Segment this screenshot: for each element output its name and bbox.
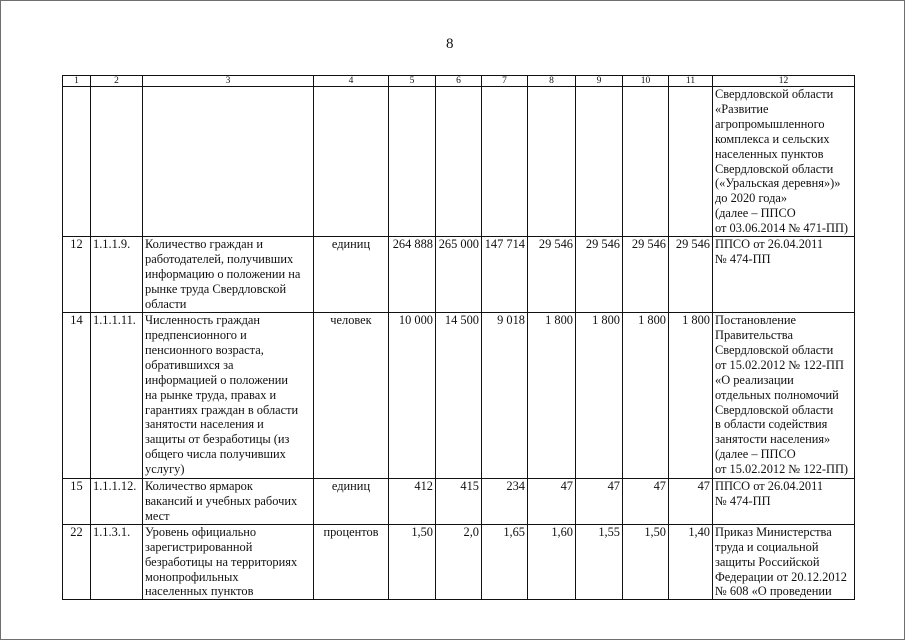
header-cell: 9	[576, 76, 623, 87]
name-line: информацию о положении на	[145, 266, 301, 281]
name-line: обратившихся за	[145, 357, 234, 372]
value-cell: 29 546	[576, 237, 623, 313]
source-cell	[713, 524, 855, 600]
name-line: населенных пунктов	[145, 584, 254, 599]
source-line: ППСО от 26.04.2011	[715, 237, 824, 252]
source-cell	[713, 313, 855, 479]
value-cell: 1 800	[528, 313, 576, 479]
empty-cell	[623, 87, 669, 237]
source-line: отдельных полномочий	[715, 387, 839, 402]
empty-cell	[314, 87, 389, 237]
source-cell	[713, 87, 855, 237]
header-cell: 5	[389, 76, 436, 87]
indicator-code-cell: 1.1.3.1.	[91, 524, 143, 600]
value-cell: 147 714	[482, 237, 528, 313]
value-cell: 29 546	[623, 237, 669, 313]
page-number: 8	[446, 36, 454, 52]
header-cell: 12	[713, 76, 855, 87]
source-line: Свердловской области	[715, 161, 834, 176]
header-cell: 4	[314, 76, 389, 87]
column-number-row	[63, 76, 855, 87]
value-cell: 234	[482, 479, 528, 525]
unit-cell: единиц	[314, 237, 389, 313]
indicator-name-cell	[143, 524, 314, 600]
source-line: «Развитие	[715, 101, 769, 116]
source-line: ППСО от 26.04.2011	[715, 479, 824, 494]
source-line: Приказ Министерства	[715, 524, 832, 539]
unit-cell: процентов	[314, 524, 389, 600]
row-number-cell: 12	[63, 237, 91, 313]
indicator-name-cell	[143, 237, 314, 313]
empty-cell	[91, 87, 143, 237]
source-line: № 608 «О проведении	[715, 584, 832, 599]
name-line: монопрофильных	[145, 569, 239, 584]
indicator-code-cell: 1.1.1.12.	[91, 479, 143, 525]
continuation-row	[63, 87, 855, 237]
source-line: от 03.06.2014 № 471-ПП)	[715, 221, 849, 236]
source-line: Федерации от 20.12.2012	[715, 569, 847, 584]
source-line: населенных пунктов	[715, 146, 824, 161]
value-cell: 29 546	[528, 237, 576, 313]
source-line: занятости населения»	[715, 432, 831, 447]
header-cell: 1	[63, 76, 91, 87]
value-cell: 415	[436, 479, 482, 525]
name-line: вакансий и учебных рабочих	[145, 493, 298, 508]
unit-cell: единиц	[314, 479, 389, 525]
name-line: безработицы на территориях	[145, 554, 298, 569]
table-row	[63, 524, 855, 600]
source-line: агропромышленного	[715, 116, 825, 131]
row-number-cell: 22	[63, 524, 91, 600]
name-line: пенсионного возраста,	[145, 342, 264, 357]
name-line: Уровень официально	[145, 524, 257, 539]
name-line: Численность граждан	[145, 313, 261, 328]
source-line: от 15.02.2012 № 122-ПП)	[715, 462, 849, 477]
source-line: № 474-ПП	[715, 251, 771, 266]
value-cell: 265 000	[436, 237, 482, 313]
name-line: предпенсионного и	[145, 327, 247, 342]
value-cell: 2,0	[436, 524, 482, 600]
indicator-code-cell: 1.1.1.11.	[91, 313, 143, 479]
value-cell: 264 888	[389, 237, 436, 313]
value-cell: 1 800	[669, 313, 713, 479]
empty-cell	[63, 87, 91, 237]
header-cell: 3	[143, 76, 314, 87]
source-line: комплекса и сельских	[715, 131, 830, 146]
indicator-name-cell	[143, 479, 314, 525]
header-cell: 8	[528, 76, 576, 87]
name-line: информацией о положении	[145, 372, 289, 387]
empty-cell	[482, 87, 528, 237]
value-cell: 47	[576, 479, 623, 525]
value-cell: 29 546	[669, 237, 713, 313]
source-line: Постановление	[715, 313, 796, 328]
name-line: Количество граждан и	[145, 237, 264, 252]
table-row	[63, 479, 855, 525]
value-cell: 47	[528, 479, 576, 525]
header-cell: 2	[91, 76, 143, 87]
value-cell: 1,55	[576, 524, 623, 600]
row-number-cell: 14	[63, 313, 91, 479]
name-line: гарантиях граждан в области	[145, 402, 299, 417]
value-cell: 9 018	[482, 313, 528, 479]
value-cell: 1,50	[623, 524, 669, 600]
value-cell: 14 500	[436, 313, 482, 479]
value-cell: 1,60	[528, 524, 576, 600]
source-line: Свердловской области	[715, 342, 834, 357]
unit-cell: человек	[314, 313, 389, 479]
empty-cell	[436, 87, 482, 237]
value-cell: 47	[623, 479, 669, 525]
source-line: (далее – ППСО	[715, 206, 796, 221]
header-cell: 7	[482, 76, 528, 87]
name-line: занятости населения и	[145, 417, 264, 432]
name-line: Количество ярмарок	[145, 479, 253, 494]
indicator-name-cell	[143, 313, 314, 479]
source-line: № 474-ПП	[715, 493, 771, 508]
name-line: области	[145, 296, 187, 311]
source-line: труда и социальной	[715, 539, 819, 554]
source-line: Правительства	[715, 327, 793, 342]
row-number-cell: 15	[63, 479, 91, 525]
value-cell: 1,40	[669, 524, 713, 600]
source-line: Свердловской области	[715, 402, 834, 417]
source-line: Свердловской области	[715, 87, 834, 101]
source-cell	[713, 237, 855, 313]
source-line: в области содействия	[715, 417, 828, 432]
table-row	[63, 313, 855, 479]
name-line: защиты от безработицы (из	[145, 432, 290, 447]
value-cell: 47	[669, 479, 713, 525]
source-line: до 2020 года»	[715, 191, 788, 206]
value-cell: 412	[389, 479, 436, 525]
name-line: на рынке труда, правах и	[145, 387, 277, 402]
header-cell: 10	[623, 76, 669, 87]
source-line: (далее – ППСО	[715, 447, 796, 462]
indicator-table	[62, 75, 855, 600]
name-line: услугу)	[145, 462, 185, 477]
source-line: от 15.02.2012 № 122-ПП	[715, 357, 844, 372]
empty-cell	[669, 87, 713, 237]
empty-cell	[143, 87, 314, 237]
name-line: общего числа получивших	[145, 447, 286, 462]
name-line: мест	[145, 508, 170, 523]
empty-cell	[528, 87, 576, 237]
value-cell: 10 000	[389, 313, 436, 479]
value-cell: 1 800	[623, 313, 669, 479]
name-line: работодателей, получивших	[145, 251, 294, 266]
name-line: зарегистрированной	[145, 539, 253, 554]
name-line: рынке труда Свердловской	[145, 281, 287, 296]
empty-cell	[389, 87, 436, 237]
value-cell: 1,50	[389, 524, 436, 600]
value-cell: 1 800	[576, 313, 623, 479]
source-line: «О реализации	[715, 372, 794, 387]
header-cell: 6	[436, 76, 482, 87]
source-line: защиты Российской	[715, 554, 820, 569]
source-cell	[713, 479, 855, 525]
source-line: («Уральская деревня»)»	[715, 176, 841, 191]
empty-cell	[576, 87, 623, 237]
indicator-code-cell: 1.1.1.9.	[91, 237, 143, 313]
header-cell: 11	[669, 76, 713, 87]
value-cell: 1,65	[482, 524, 528, 600]
table-row	[63, 237, 855, 313]
